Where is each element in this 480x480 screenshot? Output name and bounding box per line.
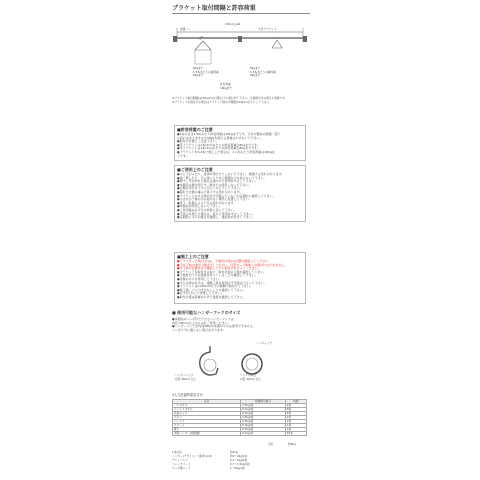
install-caution-box [174, 252, 306, 304]
table-cell: 長袖シャツ [173, 412, 241, 416]
weight-item: トレンチコート [172, 462, 191, 466]
weight-item: デニムパンツ [172, 458, 189, 462]
note-0: ※ブラケット取付間隔は145cm(中心間)以下に取付けて下さい。分割取付けの場合も同様です。 [172, 96, 288, 100]
weight-value: 約3kg [230, 450, 238, 454]
table-cell: 靴下 [173, 428, 241, 432]
hook-icon [200, 346, 218, 375]
install-line: ●下地材が十分な強度を持っていることを確認して下さい。 [177, 273, 258, 278]
weight-item: ハンガー(デザイン)・(参考:1cm) [172, 454, 213, 458]
hanger-icon [195, 37, 211, 50]
weight-value: 約1～2kg/1本 [230, 454, 248, 458]
load-line: ●ブラケットを3-4本で施工した場合は、1ヶ所あたり許容荷重は18kgま [177, 150, 275, 154]
table-cell: 0.1kg/枚 [241, 408, 286, 412]
table-cell: 10本 [285, 432, 306, 436]
load-line: ●1本の長さ1.5ｍあたり許容荷重は18kgまでです。天井や製品の破損・落下 [177, 132, 281, 136]
weight-value: 1～2kg/1枚 [230, 466, 245, 470]
usage-line: ●ご使用後は必ず元の状態に戻して下さい。 [177, 208, 237, 212]
hook-line: ●ハンガーフックが内径28mm未満のものは使用できません。 [172, 324, 257, 329]
load-line: ●竿ブラケットは1本(1m)あたりの許容荷重が8kgまでです。 [177, 142, 260, 147]
hook-size-label: ハンガーフック 内径 28mm 以上 [175, 373, 197, 381]
table-cell: 4枚 [285, 404, 306, 408]
column-header: 品目 [173, 400, 241, 404]
load-line: の恐れがありますので18kgを超える荷重はかけないで下さい。 [177, 135, 263, 140]
usage-caution-title: ■ご使用上のご注意 [177, 167, 213, 172]
table-cell: 0.3kg/枚 [241, 424, 286, 428]
load-line: でです。 [177, 153, 189, 158]
usage-line: ●本製品は屋内用です。屋外では使用しないで下さい。 [177, 182, 252, 187]
install-warning-line: ●木下地の位置を必ず確認してから取付けを行ってください。 [177, 266, 261, 271]
total-label: 合計 [268, 442, 274, 446]
table-row [173, 432, 307, 436]
weight-item: 1本の目 [172, 450, 182, 454]
usage-line: ●衣類の水分を十分に切ってから干して下さい。 [177, 186, 243, 191]
center-bracket [238, 36, 242, 42]
table-cell: 4枚 [285, 412, 306, 416]
note-1: ※ブラケットを取付ける場合はブラケット取付け間隔を145cm以下にして下さい。 [172, 100, 272, 104]
table-cell: 8枚 [285, 408, 306, 412]
install-warning-line: ●天井下地(木材)に取付けてください。石膏ボード単体への取付けはできません。 [177, 262, 288, 267]
install-line: ●ブラケットを取付ける前に、取付け面の下地を確認して下さい。 [177, 269, 267, 274]
column-header: 枚数 [285, 400, 306, 404]
install-line: ●施工後、ぐらつきがないことを確認して下さい。 [177, 287, 246, 292]
left-load-label: 8kgまで 1.5本あたりの耐荷重 8kgまで [193, 66, 219, 77]
table-cell: 4枚 [285, 428, 306, 432]
bar-cap-label: バーキャップ [256, 341, 273, 345]
usage-line: ●落下・転倒によるケガの恐れがあります。 [177, 200, 237, 205]
install-line: ●ネジの締め付けは、電動工具を使用せず手締めで行って下さい。 [177, 280, 267, 285]
hook-size-title: ■ 使用可能なハンガーフックのサイズ [172, 310, 241, 315]
ring-icon [242, 354, 262, 374]
weight-table [172, 399, 307, 436]
table-cell: 1枚 [285, 424, 306, 428]
table-cell: スカート [173, 424, 241, 428]
width-label: 145cm_Jaik [225, 22, 241, 26]
table-cell: パーンズ [173, 420, 241, 424]
load-line: ●竿ブラケットは1本(1m)あたりの許容荷重が8kgまでです。 [177, 146, 260, 151]
load-caution-box [174, 125, 306, 161]
usage-line: ●物干し竿が外れた場合は速やかに使用を中止して下さい。 [177, 179, 258, 184]
table-cell: フェイスタオル [173, 408, 241, 412]
hanger-icon-right [272, 40, 282, 48]
total-value: 約8kg [288, 442, 296, 446]
center-load-label: 許容荷重 18kgまで [220, 82, 233, 90]
hook-diagram [190, 338, 280, 388]
weight-value: 0.2～1kg/1枚 [230, 458, 248, 462]
table-cell: 0.1kg/本 [241, 432, 286, 436]
usage-line: ●ブラケットのネジ締め付けが緩んでいないか定期的に確認して下さい。 [177, 193, 276, 198]
column-header: 乾燥時の重さ [241, 400, 286, 404]
table-cell: 2枚 [285, 416, 306, 420]
right-bracket [303, 36, 307, 42]
usage-line: ●濡れた衣類の重みで落下する恐れがあります。 [177, 190, 243, 194]
bracket-label: 天井ブラケット [258, 27, 277, 31]
weight-value: 0.7～1.5kg/1枚 [230, 462, 250, 466]
load-caution-title: ■許容荷重のご注意 [177, 127, 213, 132]
table-cell: 0.2kg/枚 [241, 412, 286, 416]
weight-item: ウール製コート [172, 466, 191, 470]
table-cell: 0.1kg/枚 [241, 428, 286, 432]
install-line: ●ブラケットはL145mm以下の間隔で取付けて下さい。 [177, 284, 253, 289]
hook-line: 内径 28mm以上のものをご使用ください。 [172, 320, 231, 325]
ring-size-label: リングの場合 内径 32mm 以上 [240, 373, 262, 381]
install-caution-title: ■施工上のご注意 [177, 254, 209, 259]
table-cell: ズボン [173, 416, 241, 420]
table-cell: 0.5kg/枚 [241, 416, 286, 420]
usage-line: ●強く押したり、引っ張ったりなど無理な力を加えないで下さい。 [177, 175, 267, 180]
usage-line: ●不具合を感じた場合は、直ちに使用を中止して下さい。 [177, 211, 255, 216]
usage-line: ●本製品を改造しないで下さい。 [177, 204, 222, 209]
install-line: ●必ず2人以上で作業して下さい。 [177, 291, 224, 296]
hook-line: ●本製品のバー(竿)で干せるハンガーフックは、 [172, 317, 237, 321]
clothes-icon [195, 50, 211, 64]
usage-line: ●ぶら下がったり、身体を預けたりしないで下さい。破損する恐れがあります。 [177, 172, 285, 176]
left-bracket [173, 36, 177, 42]
title-underline [172, 13, 310, 14]
weight-table-title: 4人分洗濯物重量目安 [172, 393, 203, 397]
hook-line: バーが十分に通らない場合があります。 [172, 327, 226, 332]
page-title: ブラケット取付間隔と許容荷重 [172, 5, 256, 12]
install-warning-line: ●プラスター下地(天井)は、下地材(木部)の位置を確認してください。 [177, 259, 272, 263]
right-load-label: 8kgまで 1.5本あたりの耐荷重 8kgまで [250, 66, 276, 77]
rod-label: 洗濯バー [180, 27, 191, 31]
usage-caution-box [174, 165, 306, 222]
load-line: ●取付け位置にご注意下さい。 [177, 139, 219, 144]
table-cell: 洋服ハンガー(樹脂製) [173, 432, 241, 436]
table-cell: バスタオル [173, 404, 241, 408]
table-cell: 0.5kg/枚 [241, 420, 286, 424]
usage-line: ●小さなお子様の手の届かない場所に設置して下さい。 [177, 197, 252, 202]
install-line: ●付属のネジを使用して下さい。 [177, 277, 222, 281]
table-cell: 1枚 [285, 420, 306, 424]
install-line: ●取付け後は荷重をかけて強度を確認して下さい。 [177, 295, 246, 299]
table-cell: 0.5kg/枚 [241, 404, 286, 408]
usage-line: ●定期的にネジの緩みを確認し、適宜締め付けて下さい。 [177, 215, 255, 220]
